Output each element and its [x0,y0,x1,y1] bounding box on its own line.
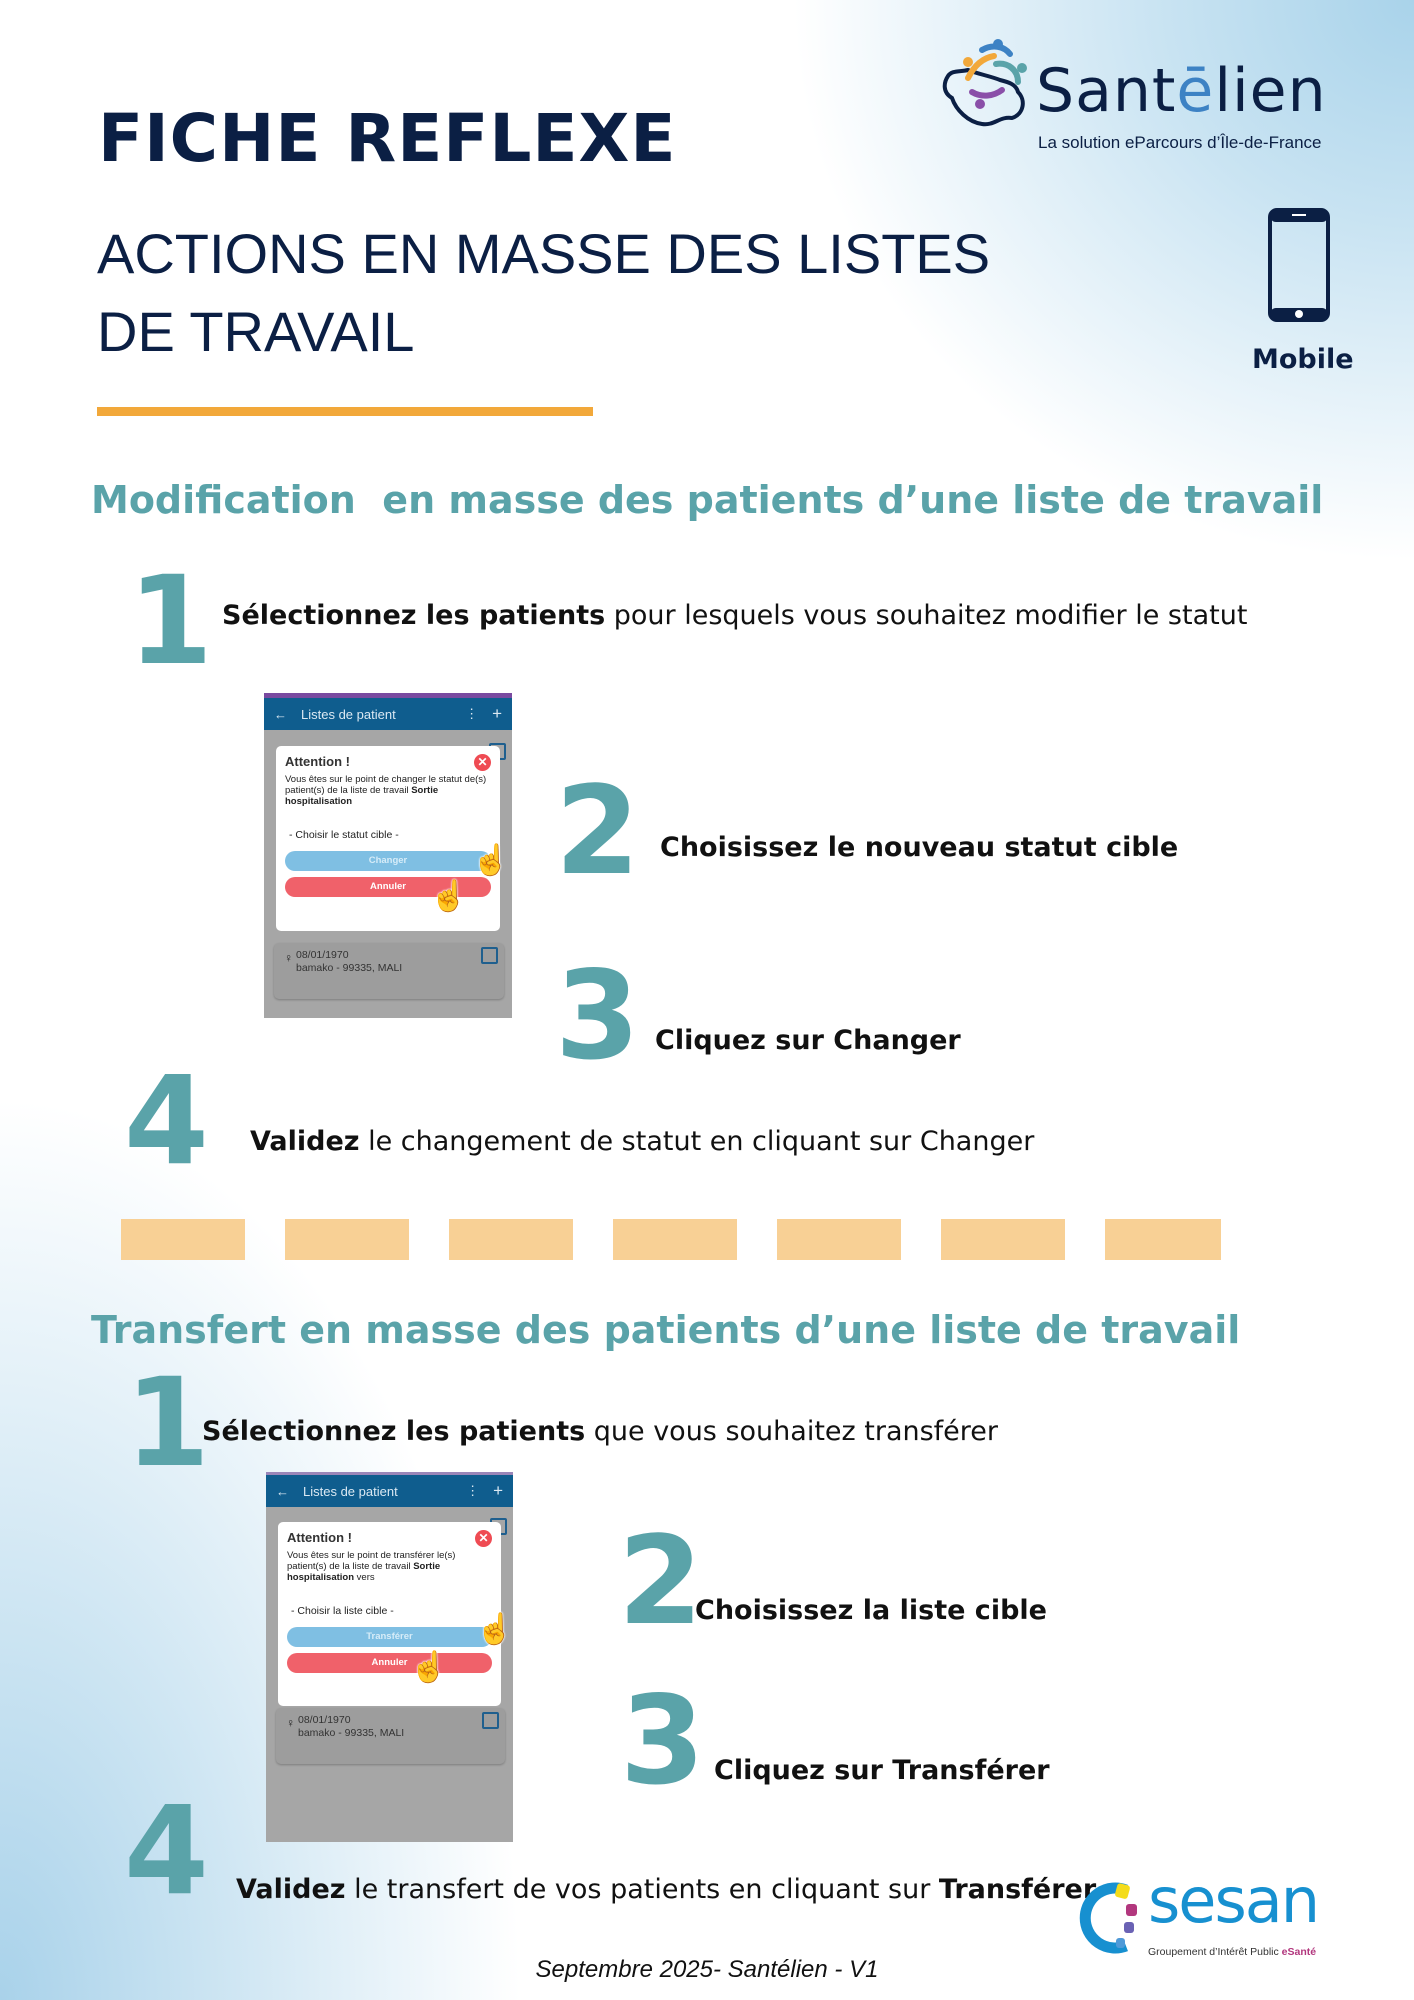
app-bar [264,698,512,730]
mobile-phone-icon [1268,208,1330,322]
app-screenshot-change-status [264,693,512,1018]
patient-checkbox [482,1712,499,1729]
patient-dob: 08/01/1970 [298,1714,351,1726]
add-icon: + [492,704,502,723]
close-icon: ✕ [474,754,491,771]
step-number: 1 [125,1352,210,1494]
patient-checkbox [481,947,498,964]
patient-card [276,1708,505,1764]
pointer-hand-icon: ☝ [472,844,510,877]
back-arrow-icon: ← [276,1483,289,1499]
page-title: FICHE REFLEXE [98,100,677,177]
pointer-hand-icon: ☝ [410,1651,448,1684]
app-screenshot-transfer [266,1472,513,1842]
footer-version: Septembre 2025- Santélien - V1 [535,1956,879,1983]
subtitle-line-1: ACTIONS EN MASSE DES LISTES [97,222,991,285]
step-number: 2 [618,1510,703,1652]
step-number: 3 [620,1670,705,1812]
change-button: Changer [285,851,491,871]
section-heading-modification: Modification en masse des patients d’une liste de travail [91,478,1324,522]
step-text: Validez le transfert de vos patients en cliquant sur Transférer [236,1874,1097,1905]
separator-dash [941,1219,1065,1260]
section-heading-transfer: Transfert en masse des patients d’une liste de travail [91,1308,1241,1352]
patient-place: bamako - 99335, MALI [298,1727,405,1739]
app-bar [266,1475,513,1507]
target-list-select: - Choisir la liste cible - [291,1605,394,1617]
step-number: 4 [124,1050,209,1192]
patient-card [274,943,504,999]
patient-info [298,1714,404,1740]
cancel-button: Annuler [285,877,491,897]
more-vert-icon: ⋮ [466,1483,480,1498]
add-icon: + [493,1481,503,1500]
female-icon: ♀ [286,1716,295,1730]
app-bar-title: Listes de patient [303,1483,398,1499]
separator-dash [613,1219,737,1260]
pointer-hand-icon: ☝ [476,1613,513,1646]
step-number: 2 [555,760,640,902]
step-text: Cliquez sur Changer [655,1025,961,1056]
separator-dash [777,1219,901,1260]
app-bar-title: Listes de patient [301,706,396,722]
dialog-message: Vous êtes sur le point de changer le statut de(s) patient(s) de la liste de travail Sortie hospitalisation [285,774,487,807]
separator-dash [285,1219,409,1260]
transfer-button: Transférer [287,1627,492,1647]
santelien-wordmark: Santēlien [1036,56,1327,126]
page-subtitle [97,215,997,371]
santelien-tagline: La solution eParcours d’Île-de-France [1038,133,1322,152]
sesan-wordmark: sesan [1148,1864,1319,1937]
patient-info [296,949,402,975]
step-number: 3 [555,945,640,1087]
subtitle-line-2: DE TRAVAIL [97,300,415,363]
dialog-title: Attention ! [287,1530,352,1545]
step-number: 4 [124,1780,209,1922]
step-text: Sélectionnez les patients pour lesquels vous souhaitez modifier le statut [222,600,1248,631]
step-text: Validez le changement de statut en cliquant sur Changer [250,1126,1035,1157]
step-text: Sélectionnez les patients que vous souhaitez transférer [202,1416,999,1447]
separator-dash [449,1219,573,1260]
step-text: Choisissez la liste cible [695,1595,1047,1626]
dialog-title: Attention ! [285,754,350,769]
back-arrow-icon: ← [274,706,287,722]
dialog-message: Vous êtes sur le point de transférer le(s) patient(s) de la liste de travail Sortie hospitalisation vers [287,1550,456,1583]
title-underline [97,407,593,416]
female-icon: ♀ [284,951,293,965]
confirm-dialog [278,1522,501,1706]
pointer-hand-icon: ☝ [430,880,468,913]
more-vert-icon: ⋮ [465,706,479,721]
step-text: Choisissez le nouveau statut cible [660,832,1179,863]
separator-dash [1105,1219,1221,1260]
step-number: 1 [128,550,213,692]
close-icon: ✕ [475,1530,492,1547]
patient-dob: 08/01/1970 [296,949,349,961]
patient-place: bamako - 99335, MALI [296,962,403,974]
sesan-logo-icon [1074,1880,1150,1956]
sesan-tagline: Groupement d’Intérêt Public eSanté [1148,1946,1317,1958]
device-label: Mobile [1252,344,1354,375]
separator-dash [121,1219,245,1260]
step-text: Cliquez sur Transférer [714,1755,1050,1786]
cancel-button: Annuler [287,1653,492,1673]
status-select: - Choisir le statut cible - [289,829,399,841]
santelien-logo-icon [938,36,1042,132]
